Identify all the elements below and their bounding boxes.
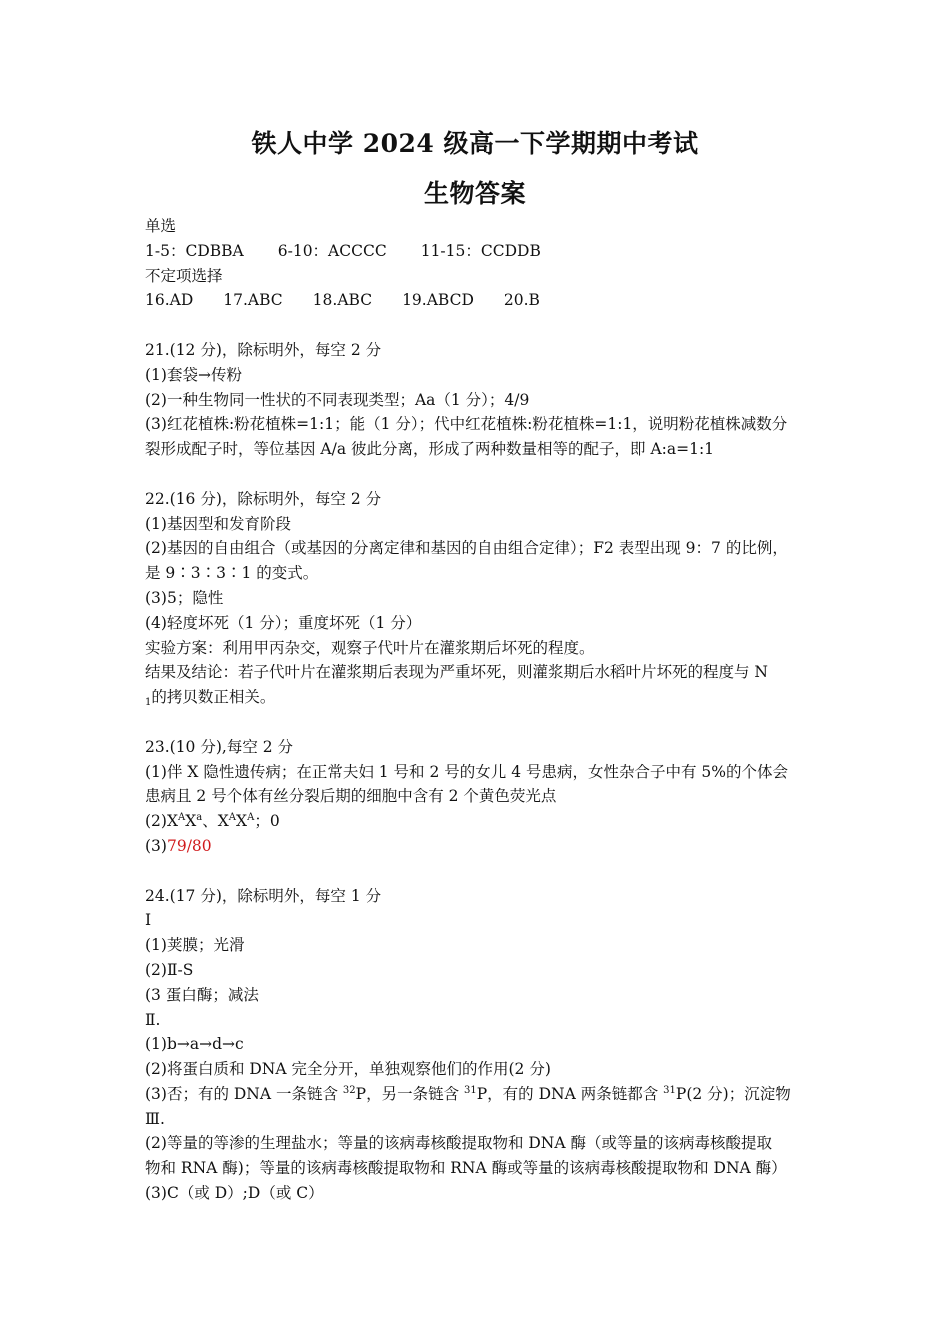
- q22-result-cont: $_1$的拷贝数正相关。: [145, 688, 276, 709]
- q24-p2-answer-3: (3)否；有的 DNA 一条链含 $^{32}$P，另一条链含 $^{31}$P，有的 DNA 两条链都含 $^{31}$P(2 分)；沉淀物: [145, 1084, 791, 1103]
- q24-heading: 24.(17 分)，除标明外，每空 1 分: [145, 886, 382, 905]
- q24-p1-answer-1: (1)荚膜；光滑: [145, 936, 245, 955]
- multi-choice-answers: [145, 288, 815, 313]
- q24-p1-answer-3: (3 蛋白酶；减法: [145, 985, 259, 1004]
- q21-answer-3-cont: 裂形成配子时，等位基因 A/a 彼此分离，形成了两种数量相等的配子，即 A:a=1:1: [145, 440, 715, 459]
- q21-answer-3: (3)红花植株:粉花植株=1:1；能（1 分）；代中红花植株:粉花植株=1:1，说明粉花植株减数分: [145, 415, 788, 434]
- q23-answer-1: (1)伴 X 隐性遗传病；在正常夫妇 1 号和 2 号的女儿 4 号患病，女性杂合子中有 5%的个体会: [145, 762, 789, 781]
- answer-content: [145, 214, 815, 1206]
- q24-p2-answer-1: (1)b→a→d→c: [145, 1035, 244, 1054]
- q23-answer-2: $(2)X^AX^a$、$X^AX^A$；0: [145, 812, 280, 831]
- multi-choice-heading: 不定项选择: [145, 266, 223, 285]
- multi-choice-item: 20.B: [503, 291, 540, 310]
- multi-choice-item: 19.ABCD: [402, 291, 474, 310]
- q22-answer-2: (2)基因的自由组合（或基因的分离定律和基因的自由组合定律）；F2 表型出现 9：7 的比例，: [145, 539, 788, 558]
- highlighted-answer: 79/80: [166, 836, 212, 855]
- single-choice-group: 6-10：ACCCC: [277, 241, 387, 260]
- q21-answer-1: (1)套袋→传粉: [145, 365, 242, 384]
- q24-p1-answer-2: (2)Ⅱ-S: [145, 960, 194, 979]
- single-choice-heading: 单选: [145, 217, 177, 235]
- q23-answer-3: (3)79/80: [145, 836, 212, 855]
- q21-heading: 21.(12 分)，除标明外，每空 2 分: [145, 340, 382, 359]
- q22-answer-4: (4)轻度坏死（1 分）；重度坏死（1 分）: [145, 613, 422, 632]
- q24-p3-answer-3: (3)C（或 D）;D（或 C）: [145, 1184, 324, 1203]
- q21-answer-2: (2)一种生物同一性状的不同表现类型；Aa（1 分）；4/9: [145, 390, 530, 409]
- exam-subtitle: 生物答案: [423, 179, 526, 208]
- multi-choice-item: 17.ABC: [223, 291, 283, 310]
- multi-choice-item: 18.ABC: [312, 291, 373, 310]
- q22-answer-2-cont: 是 9∶3∶3∶1 的变式。: [145, 564, 319, 583]
- q24-part-3-label: Ⅲ.: [145, 1109, 165, 1128]
- q24-p3-answer-2: (2)等量的等渗的生理盐水；等量的该病毒核酸提取物和 DNA 酶（或等量的该病毒核酸提取: [145, 1134, 772, 1153]
- q22-answer-1: (1)基因型和发育阶段: [145, 514, 291, 533]
- q22-result: 结果及结论：若子代叶片在灌浆期后表现为严重坏死，则灌浆期后水稻叶片坏死的程度与 N: [145, 663, 768, 682]
- single-choice-answers: [145, 239, 815, 264]
- q24-part-1-label: I: [145, 911, 152, 930]
- q22-answer-3: (3)5；隐性: [145, 588, 224, 607]
- q24-part-2-label: Ⅱ.: [145, 1010, 161, 1029]
- single-choice-group: 11-15：CCDDB: [420, 241, 541, 260]
- exam-title: 铁人中学 2024 级高一下学期期中考试: [251, 129, 699, 158]
- q23-heading: 23.(10 分),每空 2 分: [145, 737, 294, 756]
- subscript: 1: [145, 697, 152, 709]
- q22-experiment-plan: 实验方案：利用甲丙杂交，观察子代叶片在灌浆期后坏死的程度。: [145, 638, 595, 657]
- q24-p3-answer-2-cont: 物和 RNA 酶)；等量的该病毒核酸提取物和 RNA 酶或等量的该病毒核酸提取物和 DNA 酶）: [145, 1159, 787, 1178]
- q23-answer-1-cont: 患病且 2 号个体有丝分裂后期的细胞中含有 2 个黄色荧光点: [145, 787, 557, 806]
- q22-heading: 22.(16 分)，除标明外，每空 2 分: [145, 489, 382, 508]
- q24-p2-answer-2: (2)将蛋白质和 DNA 完全分开，单独观察他们的作用(2 分): [145, 1060, 551, 1079]
- multi-choice-item: 16.AD: [145, 291, 194, 310]
- single-choice-group: 1-5：CDBBA: [145, 241, 244, 260]
